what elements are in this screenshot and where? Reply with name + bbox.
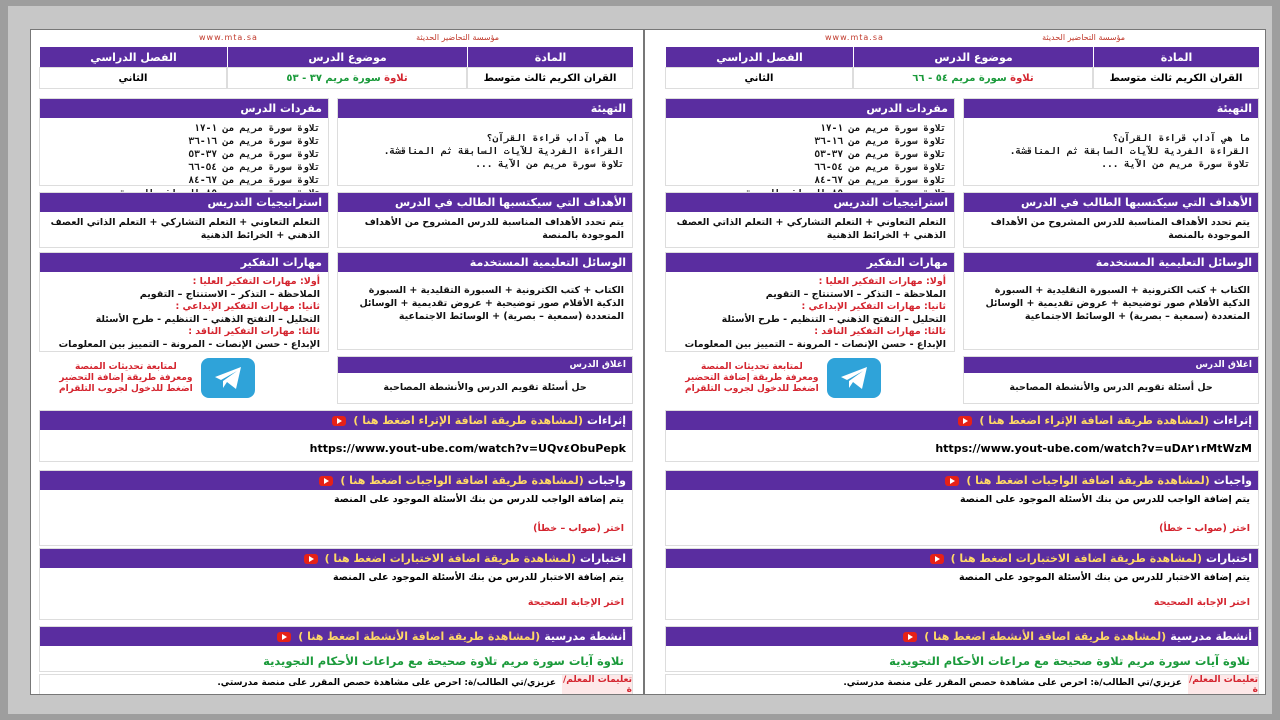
thinking-heading: ثالثا: مهارات التفكير الناقد : <box>188 326 320 337</box>
activities-section <box>39 626 633 672</box>
topic-text: سورة مريم ٣٧ - ٥٣ <box>286 72 381 84</box>
enrich-title: إثراءات <box>587 414 626 427</box>
vocab-box <box>39 98 329 186</box>
topic-value <box>227 67 467 89</box>
topic-header: موضوع الدرس <box>227 47 467 67</box>
site-name: مؤسسة التحاضير الحديثة <box>1042 33 1125 42</box>
thinking-text: التحليل – التفتح الذهني – التنظيم - طرح الأسئلة <box>721 313 946 325</box>
vocab-line: تلاوة سورة مريم من ٥٤-٦٦ <box>814 162 946 173</box>
vocab-line: تلاوة سورة مريم من ١٦-٣٦ <box>814 136 946 147</box>
thinking-text: الملاحظة – التذكر – الاستنتاج – التقويم <box>139 288 320 300</box>
activities-section <box>665 626 1259 672</box>
site-watermark <box>825 33 1125 42</box>
lesson-page-2 <box>665 30 1259 694</box>
telegram-promo[interactable] <box>59 358 255 398</box>
homework-choice: اختر (صواب – خطأ) <box>1159 523 1250 534</box>
activities-title: أنشطة مدرسية <box>1170 630 1252 643</box>
vocab-title: مفردات الدرس <box>40 99 328 118</box>
telegram-text: لمتابعة تحديثات المنصة <box>75 361 177 372</box>
tests-text: يتم إضافة الاختبار للدرس من بنك الأسئلة الموجود على المنصة <box>332 572 624 583</box>
thinking-text: الملاحظة – التذكر – الاستنتاج – التقويم <box>765 288 946 300</box>
aids-text: الكتاب + كتب الكترونية + السبورة التقليدية + السبورة الذكية الأقلام صور توضيحية + عروض تقديمية + الوسائل المتعددة (سمعية – بصرية) + الوسائط الاجتماعية <box>359 285 624 322</box>
page-divider <box>643 30 645 694</box>
tests-section <box>39 548 633 620</box>
enrich-title: إثراءات <box>1213 414 1252 427</box>
lesson-header <box>39 47 633 89</box>
intro-title: التهيئة <box>964 99 1258 118</box>
youtube-icon[interactable] <box>319 476 333 486</box>
telegram-text: اضغط للدخول لجروب التلقرام <box>59 383 193 394</box>
thinking-heading: أولا: مهارات التفكير العليا : <box>818 276 946 287</box>
subject-header: المادة <box>1093 47 1259 67</box>
tests-section <box>665 548 1259 620</box>
strategies-box <box>39 192 329 248</box>
vocab-line: تلاوة سورة مريم من ٣٧-٥٣ <box>814 149 946 160</box>
activities-text: تلاوة آيات سورة مريم تلاوة صحيحة مع مراعات الأحكام التجويدية <box>263 654 624 668</box>
lesson-header <box>665 47 1259 89</box>
intro-line: تلاوة سورة مريم من الآية ... <box>1101 159 1250 170</box>
youtube-icon[interactable] <box>304 554 318 564</box>
subject-value: القران الكريم ثالث متوسط <box>467 67 633 89</box>
term-header: الفصل الدراسي <box>39 47 227 67</box>
homework-title: واجبات <box>1213 474 1252 487</box>
intro-box <box>337 98 633 186</box>
activities-title: أنشطة مدرسية <box>544 630 626 643</box>
youtube-icon[interactable] <box>958 416 972 426</box>
topic-text: سورة مريم ٥٤ - ٦٦ <box>912 72 1007 84</box>
strategies-box <box>665 192 955 248</box>
lesson-sheet <box>30 29 1266 695</box>
thinking-text: الإبداع - حسن الإنصات - المرونة – التمييز بين المعلومات <box>58 338 320 350</box>
activities-link[interactable]: (لمشاهدة طريقة اضافة الأنشطة اضغط هنا ) <box>924 630 1167 643</box>
strategies-title: استراتيجيات التدريس <box>40 193 328 212</box>
teacher-instructions <box>39 674 633 695</box>
thinking-heading: ثانيا: مهارات التفكير الإبداعي : <box>175 301 320 312</box>
goals-title: الأهداف التي سيكتسبها الطالب في الدرس <box>964 193 1258 212</box>
aids-box <box>337 252 633 350</box>
tests-text: يتم إضافة الاختبار للدرس من بنك الأسئلة الموجود على المنصة <box>958 572 1250 583</box>
instructions-label: تعليمات المعلم/ة <box>563 675 632 695</box>
telegram-text: ومعرفة طريقة إضافة التحضير <box>685 372 819 383</box>
goals-title: الأهداف التي سيكتسبها الطالب في الدرس <box>338 193 632 212</box>
lesson-page-1 <box>39 30 633 694</box>
tests-link[interactable]: (لمشاهدة طريقة اضافة الاختبارات اضغط هنا ) <box>324 552 577 565</box>
vocab-line: تلاوة سورة مريم من ١-١٧ <box>820 123 946 134</box>
goals-box <box>963 192 1259 248</box>
thinking-heading: ثالثا: مهارات التفكير الناقد : <box>814 326 946 337</box>
thinking-box <box>39 252 329 352</box>
enrich-link[interactable]: (لمشاهدة طريقة اضافة الإثراء اضغط هنا ) <box>979 414 1210 427</box>
homework-link[interactable]: (لمشاهدة طريقة اضافة الواجبات اضغط هنا ) <box>966 474 1210 487</box>
term-value: الثاني <box>39 67 227 89</box>
intro-box <box>963 98 1259 186</box>
thinking-heading: ثانيا: مهارات التفكير الإبداعي : <box>801 301 946 312</box>
vocab-line: تلاوة سورة مريم من ٣٧-٥٣ <box>188 149 320 160</box>
closing-box <box>337 356 633 404</box>
thinking-title: مهارات التفكير <box>40 253 328 272</box>
site-name: مؤسسة التحاضير الحديثة <box>416 33 499 42</box>
telegram-icon[interactable] <box>201 358 255 398</box>
goals-text: يتم تحدد الأهداف المناسبة للدرس المشروح من الأهداف الموجودة بالمنصة <box>364 217 624 241</box>
telegram-text: لمتابعة تحديثات المنصة <box>701 361 803 372</box>
youtube-icon[interactable] <box>945 476 959 486</box>
homework-text: يتم إضافة الواجب للدرس من بنك الأسئلة الموجود على المنصة <box>959 494 1250 505</box>
outer-frame <box>8 6 1272 714</box>
thinking-text: التحليل – التفتح الذهني – التنظيم - طرح الأسئلة <box>95 313 320 325</box>
intro-line: القراءة الفردية للآيات السابقة ثم المناقشة. <box>383 146 624 157</box>
homework-text: يتم إضافة الواجب للدرس من بنك الأسئلة الموجود على المنصة <box>333 494 624 505</box>
instructions-label: تعليمات المعلم/ة <box>1189 675 1258 695</box>
enrich-section <box>39 410 633 462</box>
closing-title: اغلاق الدرس <box>338 357 632 373</box>
topic-header: موضوع الدرس <box>853 47 1093 67</box>
instructions-text: عزيزي/تي الطالب/ة: احرص على مشاهدة حصص المقرر على منصة مدرستي. <box>217 678 556 688</box>
aids-box <box>963 252 1259 350</box>
intro-line: القراءة الفردية للآيات السابقة ثم المناقشة. <box>1009 146 1250 157</box>
enrich-url[interactable]: https://www.yout-ube.com/watch?v=UQv٤ObuPepk <box>309 442 626 455</box>
youtube-icon[interactable] <box>903 632 917 642</box>
vocab-line: تلاوة سورة مريم من ٦٧-٨٤ <box>188 175 320 186</box>
thinking-heading: أولا: مهارات التفكير العليا : <box>192 276 320 287</box>
intro-line: ما هي آداب قراءة القرآن؟ <box>486 133 624 144</box>
telegram-promo[interactable] <box>685 358 881 398</box>
youtube-icon[interactable] <box>930 554 944 564</box>
intro-line: تلاوة سورة مريم من الآية ... <box>475 159 624 170</box>
activities-link[interactable]: (لمشاهدة طريقة اضافة الأنشطة اضغط هنا ) <box>298 630 541 643</box>
thinking-text: الإبداع - حسن الإنصات - المرونة – التمييز بين المعلومات <box>684 338 946 350</box>
aids-title: الوسائل التعليمية المستخدمة <box>964 253 1258 272</box>
goals-box <box>337 192 633 248</box>
site-url: www.mta.sa <box>825 33 884 42</box>
closing-text: حل أسئلة تقويم الدرس والأنشطة المصاحبة <box>1009 382 1213 393</box>
thinking-box <box>665 252 955 352</box>
aids-text: الكتاب + كتب الكترونية + السبورة التقليدية + السبورة الذكية الأقلام صور توضيحية + عروض تقديمية + الوسائل المتعددة (سمعية – بصرية) + الوسائط الاجتماعية <box>985 285 1250 322</box>
vocab-box <box>665 98 955 186</box>
closing-text: حل أسئلة تقويم الدرس والأنشطة المصاحبة <box>383 382 587 393</box>
telegram-icon[interactable] <box>827 358 881 398</box>
aids-title: الوسائل التعليمية المستخدمة <box>338 253 632 272</box>
tests-link[interactable]: (لمشاهدة طريقة اضافة الاختبارات اضغط هنا ) <box>950 552 1203 565</box>
strategies-text: التعلم التعاوني + التعلم التشاركي + التعلم الذاتي العصف الذهني + الخرائط الذهنية <box>50 217 320 241</box>
homework-choice: اختر (صواب – خطأ) <box>533 523 624 534</box>
term-header: الفصل الدراسي <box>665 47 853 67</box>
tests-title: اختبارات <box>1206 552 1252 565</box>
homework-section <box>665 470 1259 546</box>
closing-box <box>963 356 1259 404</box>
intro-title: التهيئة <box>338 99 632 118</box>
homework-link[interactable]: (لمشاهدة طريقة اضافة الواجبات اضغط هنا ) <box>340 474 584 487</box>
topic-value <box>853 67 1093 89</box>
homework-title: واجبات <box>587 474 626 487</box>
enrich-url[interactable]: https://www.yout-ube.com/watch?v=uD٨٢١rMtWzM <box>935 442 1252 455</box>
youtube-icon[interactable] <box>332 416 346 426</box>
vocab-line: تلاوة سورة مريم من ١٦-٣٦ <box>188 136 320 147</box>
thinking-title: مهارات التفكير <box>666 253 954 272</box>
enrich-link[interactable]: (لمشاهدة طريقة اضافة الإثراء اضغط هنا ) <box>353 414 584 427</box>
vocab-line: تلاوة سورة مريم من ٦٧-٨٤ <box>814 175 946 186</box>
tests-choice: اختر الإجابة الصحيحة <box>527 597 624 608</box>
activities-text: تلاوة آيات سورة مريم تلاوة صحيحة مع مراعات الأحكام التجويدية <box>889 654 1250 668</box>
strategies-text: التعلم التعاوني + التعلم التشاركي + التعلم الذاتي العصف الذهني + الخرائط الذهنية <box>676 217 946 241</box>
vocab-line: تلاوة سورة مريم من ١-١٧ <box>194 123 320 134</box>
goals-text: يتم تحدد الأهداف المناسبة للدرس المشروح من الأهداف الموجودة بالمنصة <box>990 217 1250 241</box>
site-watermark <box>199 33 499 42</box>
instructions-text: عزيزي/تي الطالب/ة: احرص على مشاهدة حصص المقرر على منصة مدرستي. <box>843 678 1182 688</box>
topic-prefix: تلاوة <box>384 72 408 84</box>
closing-title: اغلاق الدرس <box>964 357 1258 373</box>
enrich-section <box>665 410 1259 462</box>
intro-line: ما هي آداب قراءة القرآن؟ <box>1112 133 1250 144</box>
tests-title: اختبارات <box>580 552 626 565</box>
youtube-icon[interactable] <box>277 632 291 642</box>
telegram-text: اضغط للدخول لجروب التلقرام <box>685 383 819 394</box>
vocab-line: تلاوة سورة مريم من ٥٤-٦٦ <box>188 162 320 173</box>
teacher-instructions <box>665 674 1259 695</box>
site-url: www.mta.sa <box>199 33 258 42</box>
subject-header: المادة <box>467 47 633 67</box>
topic-prefix: تلاوة <box>1010 72 1034 84</box>
homework-section <box>39 470 633 546</box>
tests-choice: اختر الإجابة الصحيحة <box>1153 597 1250 608</box>
vocab-title: مفردات الدرس <box>666 99 954 118</box>
strategies-title: استراتيجيات التدريس <box>666 193 954 212</box>
term-value: الثاني <box>665 67 853 89</box>
telegram-text: ومعرفة طريقة إضافة التحضير <box>59 372 193 383</box>
subject-value: القران الكريم ثالث متوسط <box>1093 67 1259 89</box>
